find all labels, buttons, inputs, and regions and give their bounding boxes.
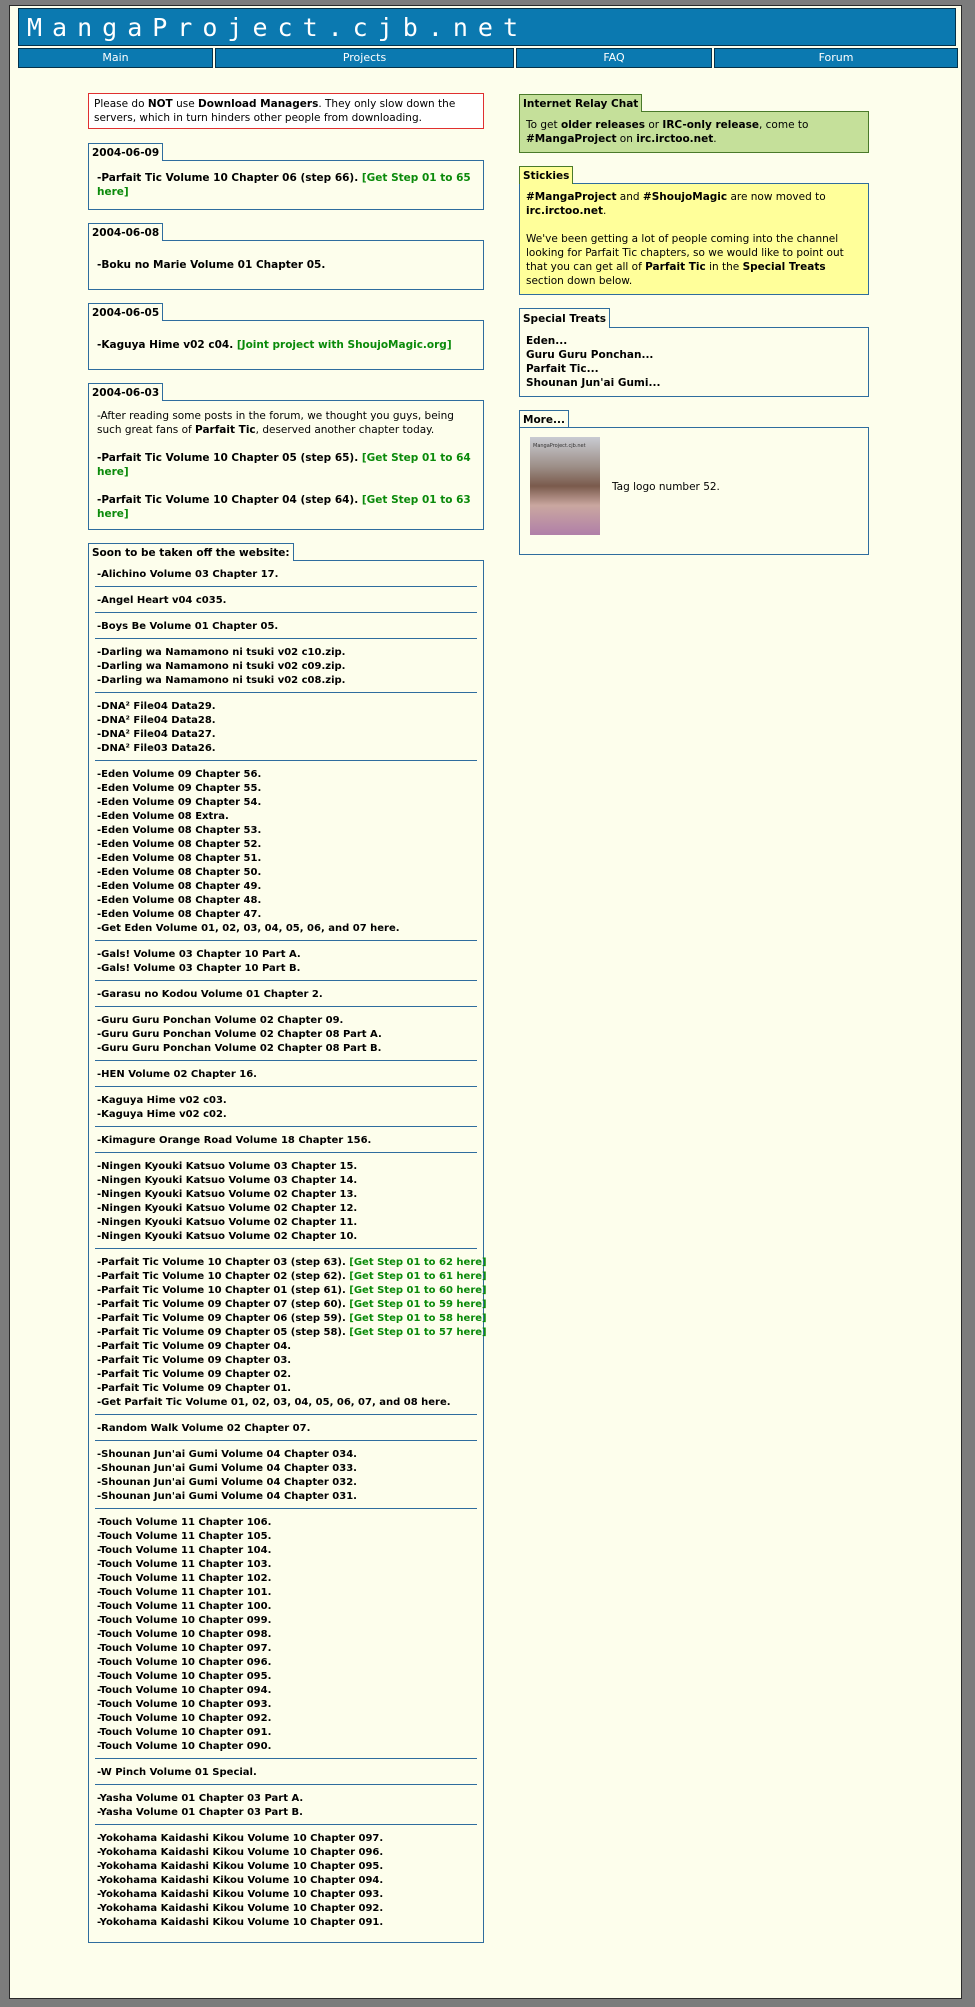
removal-item: -Eden Volume 09 Chapter 56. bbox=[97, 769, 262, 780]
site-title[interactable]: MangaProject.cjb.net bbox=[27, 13, 529, 42]
removal-item: -Eden Volume 08 Chapter 53. bbox=[97, 825, 262, 836]
removal-group bbox=[95, 613, 477, 639]
site-banner[interactable] bbox=[18, 8, 956, 46]
removal-item: -Guru Guru Ponchan Volume 02 Chapter 08 Part A. bbox=[97, 1029, 382, 1040]
removal-item: -Touch Volume 11 Chapter 105. bbox=[97, 1531, 272, 1542]
removal-item: -Guru Guru Ponchan Volume 02 Chapter 09. bbox=[97, 1015, 344, 1026]
removal-item: -Ningen Kyouki Katsuo Volume 02 Chapter 11. bbox=[97, 1217, 358, 1228]
download-link[interactable]: [Get Step 01 to 60 here] bbox=[349, 1285, 487, 1296]
removal-item: -Touch Volume 10 Chapter 097. bbox=[97, 1643, 272, 1654]
removal-item: -Eden Volume 09 Chapter 54. bbox=[97, 797, 262, 808]
removal-group bbox=[95, 639, 477, 693]
removal-item: -Kaguya Hime v02 c03. bbox=[97, 1095, 227, 1106]
stickies-content: #MangaProject and #ShoujoMagic are now moved to irc.irctoo.net. We've been getting a lot of people coming into the channel looking for Parfait Tic chapters, so we would like to point out that you can get all of Parfait Tic in the Special Treats section down below. bbox=[519, 183, 869, 295]
removal-group bbox=[95, 1415, 477, 1441]
removal-item: -Get Parfait Tic Volume 01, 02, 03, 04, 05, 06, 07, and 08 here. bbox=[97, 1397, 451, 1408]
removal-item: -Touch Volume 11 Chapter 101. bbox=[97, 1587, 272, 1598]
removal-group bbox=[95, 1785, 477, 1825]
removal-item: -HEN Volume 02 Chapter 16. bbox=[97, 1069, 257, 1080]
removal-item: -Guru Guru Ponchan Volume 02 Chapter 08 Part B. bbox=[97, 1043, 382, 1054]
removal-item: -Parfait Tic Volume 09 Chapter 04. bbox=[97, 1341, 292, 1352]
removal-item: -Darling wa Namamono ni tsuki v02 c08.zip. bbox=[97, 675, 346, 686]
news-item bbox=[88, 382, 484, 530]
removal-item: -Parfait Tic Volume 09 Chapter 01. bbox=[97, 1383, 292, 1394]
treat-link-shounan-junai-gumi[interactable]: Shounan Jun'ai Gumi... bbox=[526, 377, 661, 389]
removal-item: -Parfait Tic Volume 10 Chapter 03 (step 63). [Get Step 01 to 62 here] bbox=[97, 1257, 487, 1268]
removal-item: -Parfait Tic Volume 09 Chapter 03. bbox=[97, 1355, 292, 1366]
treat-link-eden[interactable]: Eden... bbox=[526, 335, 568, 347]
removal-item: -Touch Volume 10 Chapter 093. bbox=[97, 1699, 272, 1710]
removal-item: -Shounan Jun'ai Gumi Volume 04 Chapter 033. bbox=[97, 1463, 357, 1474]
warning-text: . They only slow down the servers, which in turn hinders other people from downloading. bbox=[94, 98, 456, 124]
special-treats-title: Special Treats bbox=[519, 308, 610, 328]
news-item bbox=[88, 302, 484, 370]
removal-item: -W Pinch Volume 01 Special. bbox=[97, 1767, 257, 1778]
removal-item: -Eden Volume 08 Chapter 49. bbox=[97, 881, 262, 892]
warning-text: Please do bbox=[94, 98, 148, 110]
removal-group bbox=[95, 587, 477, 613]
photo-caption: MangaProject.cjb.net bbox=[533, 443, 586, 449]
download-link[interactable]: [Get Step 01 to 58 here] bbox=[349, 1313, 487, 1324]
removal-item: -Yokohama Kaidashi Kikou Volume 10 Chapter 095. bbox=[97, 1861, 384, 1872]
removal-item: -Touch Volume 10 Chapter 091. bbox=[97, 1727, 272, 1738]
download-link[interactable]: [Get Step 01 to 65 here] bbox=[97, 172, 471, 198]
removal-item: -Touch Volume 10 Chapter 092. bbox=[97, 1713, 272, 1724]
warning-emphasis: NOT bbox=[147, 98, 173, 110]
removal-item: -Touch Volume 11 Chapter 100. bbox=[97, 1601, 272, 1612]
removal-item: -DNA² File04 Data28. bbox=[97, 715, 216, 726]
removal-item: -Touch Volume 11 Chapter 103. bbox=[97, 1559, 272, 1570]
removal-group bbox=[95, 1087, 477, 1127]
warning-emphasis: Download Managers bbox=[198, 98, 319, 110]
removal-item: -Touch Volume 11 Chapter 106. bbox=[97, 1517, 272, 1528]
tag-logo-image[interactable] bbox=[530, 437, 600, 535]
removal-group bbox=[95, 1441, 477, 1509]
removal-item: -Touch Volume 10 Chapter 098. bbox=[97, 1629, 272, 1640]
removal-item: -Touch Volume 10 Chapter 094. bbox=[97, 1685, 272, 1696]
removal-item: -Eden Volume 08 Chapter 50. bbox=[97, 867, 262, 878]
removal-item: -Parfait Tic Volume 09 Chapter 02. bbox=[97, 1369, 292, 1380]
removal-item: -Boys Be Volume 01 Chapter 05. bbox=[97, 621, 279, 632]
download-link[interactable]: [Get Step 01 to 63 here] bbox=[97, 494, 471, 520]
download-manager-warning bbox=[88, 93, 484, 129]
nav-forum[interactable]: Forum bbox=[714, 48, 958, 68]
irc-channel[interactable]: #MangaProject bbox=[526, 133, 617, 145]
removal-item: -Touch Volume 10 Chapter 095. bbox=[97, 1671, 272, 1682]
removal-item: -Touch Volume 10 Chapter 096. bbox=[97, 1657, 272, 1668]
joint-project-link[interactable]: [Joint project with ShoujoMagic.org] bbox=[236, 339, 452, 351]
removal-item: -Yokohama Kaidashi Kikou Volume 10 Chapter 091. bbox=[97, 1917, 384, 1928]
removal-group bbox=[95, 1061, 477, 1087]
removal-item: -Ningen Kyouki Katsuo Volume 02 Chapter 10. bbox=[97, 1231, 358, 1242]
irc-info: To get older releases or IRC-only release, come to #MangaProject on irc.irctoo.net. bbox=[519, 111, 869, 153]
removal-group bbox=[95, 761, 477, 941]
removal-item: -Parfait Tic Volume 10 Chapter 02 (step 62). [Get Step 01 to 61 here] bbox=[97, 1271, 487, 1282]
removal-item: -Get Eden Volume 01, 02, 03, 04, 05, 06, and 07 here. bbox=[97, 923, 400, 934]
news-date: 2004-06-03 bbox=[88, 383, 163, 401]
removal-item: -Yokohama Kaidashi Kikou Volume 10 Chapter 092. bbox=[97, 1903, 384, 1914]
removal-item: -Gals! Volume 03 Chapter 10 Part B. bbox=[97, 963, 301, 974]
removal-item: -Parfait Tic Volume 09 Chapter 05 (step 58). [Get Step 01 to 57 here] bbox=[97, 1327, 487, 1338]
download-link[interactable]: [Get Step 01 to 62 here] bbox=[349, 1257, 487, 1268]
removal-item: -Ningen Kyouki Katsuo Volume 02 Chapter 12. bbox=[97, 1203, 358, 1214]
more-section bbox=[519, 409, 869, 555]
removal-item: -Shounan Jun'ai Gumi Volume 04 Chapter 032. bbox=[97, 1477, 357, 1488]
download-link[interactable]: [Get Step 01 to 57 here] bbox=[349, 1327, 487, 1338]
removal-item: -Eden Volume 08 Chapter 48. bbox=[97, 895, 262, 906]
removal-item: -Yasha Volume 01 Chapter 03 Part B. bbox=[97, 1807, 303, 1818]
removal-item: -Touch Volume 11 Chapter 102. bbox=[97, 1573, 272, 1584]
removal-group bbox=[95, 981, 477, 1007]
removal-group bbox=[95, 941, 477, 981]
removal-item: -Touch Volume 10 Chapter 090. bbox=[97, 1741, 272, 1752]
removal-item: -Kaguya Hime v02 c02. bbox=[97, 1109, 227, 1120]
removal-item: -Yokohama Kaidashi Kikou Volume 10 Chapter 097. bbox=[97, 1833, 384, 1844]
removal-item: -Ningen Kyouki Katsuo Volume 03 Chapter 15. bbox=[97, 1161, 358, 1172]
news-line: -Boku no Marie Volume 01 Chapter 05. bbox=[97, 259, 326, 271]
removal-list bbox=[88, 560, 487, 1943]
removal-item: -DNA² File04 Data27. bbox=[97, 729, 216, 740]
nav-main[interactable]: Main bbox=[18, 48, 213, 68]
removal-item: -Kimagure Orange Road Volume 18 Chapter 156. bbox=[97, 1135, 372, 1146]
news-line: -Parfait Tic Volume 10 Chapter 05 (step 65). bbox=[97, 452, 362, 464]
news-date: 2004-06-08 bbox=[88, 223, 163, 241]
news-item bbox=[88, 142, 484, 210]
left-column bbox=[88, 93, 487, 1943]
irc-server[interactable]: irc.irctoo.net bbox=[636, 133, 714, 145]
removal-item: -DNA² File04 Data29. bbox=[97, 701, 216, 712]
removal-item: -Darling wa Namamono ni tsuki v02 c10.zip. bbox=[97, 647, 346, 658]
removal-item: -Shounan Jun'ai Gumi Volume 04 Chapter 031. bbox=[97, 1491, 357, 1502]
removal-item: -Ningen Kyouki Katsuo Volume 03 Chapter 14. bbox=[97, 1175, 358, 1186]
warning-text: use bbox=[172, 98, 198, 110]
removal-group bbox=[95, 1249, 487, 1415]
removal-item: -Yokohama Kaidashi Kikou Volume 10 Chapter 096. bbox=[97, 1847, 384, 1858]
special-treats-section bbox=[519, 307, 869, 397]
news-date: 2004-06-09 bbox=[88, 143, 163, 161]
removal-item: -Touch Volume 10 Chapter 099. bbox=[97, 1615, 272, 1626]
nav-projects[interactable]: Projects bbox=[215, 48, 514, 68]
tag-logo-caption: Tag logo number 52. bbox=[612, 481, 720, 493]
removal-item: -Yokohama Kaidashi Kikou Volume 10 Chapter 094. bbox=[97, 1875, 384, 1886]
removal-item: -Eden Volume 08 Chapter 51. bbox=[97, 853, 262, 864]
treat-link-parfait-tic[interactable]: Parfait Tic... bbox=[526, 363, 599, 375]
removal-group bbox=[95, 1127, 477, 1153]
removal-item: -Parfait Tic Volume 09 Chapter 07 (step 60). [Get Step 01 to 59 here] bbox=[97, 1299, 487, 1310]
removal-item: -Shounan Jun'ai Gumi Volume 04 Chapter 034. bbox=[97, 1449, 357, 1460]
removal-group bbox=[95, 1759, 477, 1785]
removal-item: -Random Walk Volume 02 Chapter 07. bbox=[97, 1423, 311, 1434]
removal-item: -Eden Volume 08 Chapter 52. bbox=[97, 839, 262, 850]
removal-item: -DNA² File03 Data26. bbox=[97, 743, 216, 754]
removal-group bbox=[95, 1509, 477, 1759]
news-line: -Parfait Tic Volume 10 Chapter 04 (step 64). bbox=[97, 494, 362, 506]
removal-list-section bbox=[88, 542, 487, 1943]
download-link[interactable]: [Get Step 01 to 61 here] bbox=[349, 1271, 487, 1282]
treat-link-guru-guru-ponchan[interactable]: Guru Guru Ponchan... bbox=[526, 349, 654, 361]
removal-item: -Angel Heart v04 c035. bbox=[97, 595, 227, 606]
removal-item: -Touch Volume 11 Chapter 104. bbox=[97, 1545, 272, 1556]
stickies-section bbox=[519, 165, 869, 295]
download-link[interactable]: [Get Step 01 to 59 here] bbox=[349, 1299, 487, 1310]
news-item bbox=[88, 222, 484, 290]
removal-group bbox=[95, 561, 477, 587]
removal-item: -Yokohama Kaidashi Kikou Volume 10 Chapter 093. bbox=[97, 1889, 384, 1900]
removal-item: -Yasha Volume 01 Chapter 03 Part A. bbox=[97, 1793, 304, 1804]
removal-group bbox=[95, 1825, 477, 1934]
download-link[interactable]: [Get Step 01 to 64 here] bbox=[97, 452, 471, 478]
removal-item: -Parfait Tic Volume 10 Chapter 01 (step 61). [Get Step 01 to 60 here] bbox=[97, 1285, 487, 1296]
stickies-title: Stickies bbox=[519, 166, 573, 184]
right-column bbox=[519, 93, 869, 567]
news-line: -Kaguya Hime v02 c04. bbox=[97, 339, 237, 351]
removal-item: -Gals! Volume 03 Chapter 10 Part A. bbox=[97, 949, 301, 960]
removal-list-title: Soon to be taken off the website: bbox=[88, 543, 294, 561]
removal-item: -Garasu no Kodou Volume 01 Chapter 2. bbox=[97, 989, 323, 1000]
nav-faq[interactable]: FAQ bbox=[516, 48, 712, 68]
more-title: More... bbox=[519, 410, 569, 428]
main-nav bbox=[18, 48, 956, 68]
irc-title: Internet Relay Chat bbox=[519, 94, 642, 112]
removal-item: -Darling wa Namamono ni tsuki v02 c09.zip. bbox=[97, 661, 346, 672]
removal-group bbox=[95, 1007, 477, 1061]
removal-item: -Parfait Tic Volume 09 Chapter 06 (step 59). [Get Step 01 to 58 here] bbox=[97, 1313, 487, 1324]
removal-item: -Eden Volume 08 Chapter 47. bbox=[97, 909, 262, 920]
removal-group bbox=[95, 1153, 477, 1249]
removal-item: -Ningen Kyouki Katsuo Volume 02 Chapter 13. bbox=[97, 1189, 358, 1200]
tag-logo-box bbox=[519, 427, 869, 555]
news-date: 2004-06-05 bbox=[88, 303, 163, 321]
removal-item: -Alichino Volume 03 Chapter 17. bbox=[97, 569, 279, 580]
irc-section bbox=[519, 93, 869, 153]
news-line: -Parfait Tic Volume 10 Chapter 06 (step 66). bbox=[97, 172, 362, 184]
removal-item: -Eden Volume 09 Chapter 55. bbox=[97, 783, 262, 794]
removal-item: -Eden Volume 08 Extra. bbox=[97, 811, 229, 822]
news-intro: -After reading some posts in the forum, we thought you guys, being such great fans of Parfait Tic, deserved another chapter today. bbox=[97, 410, 454, 436]
removal-group bbox=[95, 693, 477, 761]
